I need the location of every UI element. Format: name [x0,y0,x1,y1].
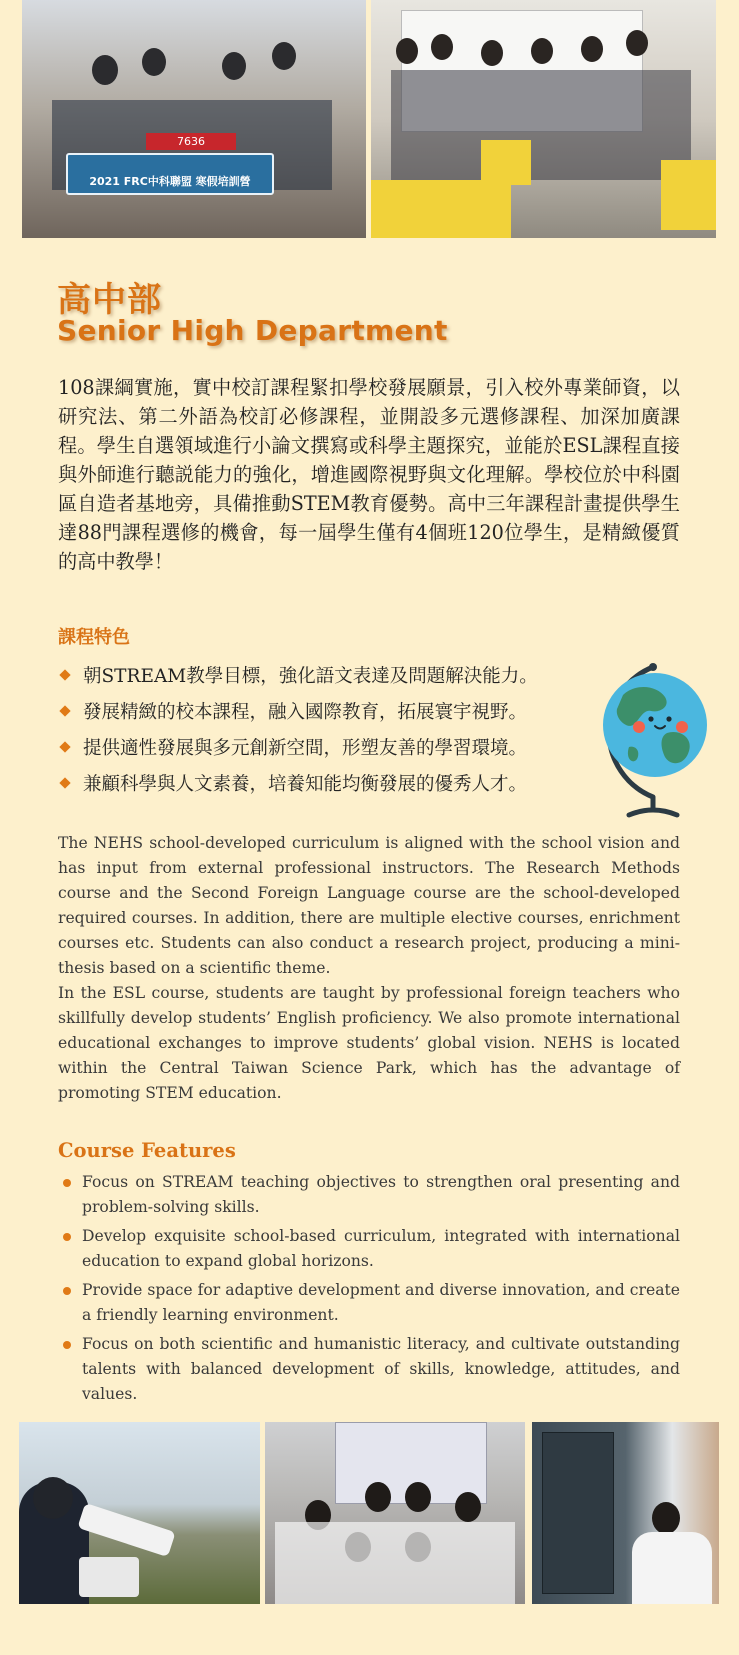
page-title-zh: 高中部 [57,280,162,320]
feature-en-text: Focus on both scientific and humanistic literacy, and cultivate outstanding talents with balanced development of skills, knowledge, attitudes, and values. [82,1335,680,1403]
telescope-photo [19,1422,260,1604]
features-zh-list [58,657,538,801]
intro-en-paragraph: The NEHS school-developed curriculum is aligned with the school vision and has input from external professional instructors. The Research Methods course and the Second Foreign Language course are the school-developed required courses. In addition, there are multiple elective courses, enrichment courses etc. Students can also conduct a research project, producing a mini-thesis based on a scientific theme. [58,834,680,977]
features-en-heading: Course Features [58,1139,236,1162]
list-item [58,1224,680,1274]
diamond-bullet-icon [59,777,70,788]
list-item [58,729,538,765]
lab-board-photo [532,1422,719,1604]
page-title-en: Senior High Department [57,314,448,347]
list-item [58,657,538,693]
feature-zh-text: 提供適性發展與多元創新空間，形塑友善的學習環境。 [83,738,528,759]
list-item [58,693,538,729]
diamond-bullet-icon [59,741,70,752]
feature-en-text: Provide space for adaptive development and diverse innovation, and create a friendly learning environment. [82,1281,680,1324]
intro-en-text [58,831,680,1106]
list-item [58,765,538,801]
feature-en-text: Develop exquisite school-based curriculum, integrated with international education to expand global horizons. [82,1227,680,1270]
diamond-bullet-icon [59,705,70,716]
feature-en-text: Focus on STREAM teaching objectives to strengthen oral presenting and problem-solving skills. [82,1173,680,1216]
features-en-list [58,1170,680,1411]
features-zh-heading: 課程特色 [58,627,130,648]
feature-zh-text: 兼顧科學與人文素養，培養知能均衡發展的優秀人才。 [83,774,528,795]
dot-bullet-icon [63,1287,71,1295]
globe-illustration-icon [585,655,715,820]
event-banner: 2021 FRC中科聯盟 寒假培訓營 [66,153,274,195]
robot-number-label: 7636 [146,133,236,150]
feature-zh-text: 發展精緻的校本課程，融入國際教育，拓展寰宇視野。 [83,702,528,723]
intro-zh-paragraph: 108課綱實施，實中校訂課程緊扣學校發展願景，引入校外專業師資，以研究法、第二外語為校訂必修課程，並開設多元選修課程、加深加廣課程。學生自選領域進行小論文撰寫或科學主題探究，並能於ESL課程直接與外師進行聽説能力的強化，增進國際視野與文化理解。學校位於中科園區自造者基地旁，具備推動STEM教育優勢。高中三年課程計畫提供學生達88門課程選修的機會，每一屆學生僅有4個班120位學生，是精緻優質的高中教學！ [58,376,680,573]
intro-en-paragraph: In the ESL course, students are taught by professional foreign teachers who skillfully develop students’ English proficiency. We also promote international educational exchanges to improve students’ global vision. NEHS is located within the Central Taiwan Science Park, which has the advantage of promoting STEM education. [58,984,680,1102]
list-item [58,1278,680,1328]
dot-bullet-icon [63,1341,71,1349]
students-group-photo [371,0,716,238]
poster-presentation-photo [265,1422,525,1604]
list-item [58,1332,680,1407]
dot-bullet-icon [63,1233,71,1241]
list-item [58,1170,680,1220]
robotics-team-photo [22,0,366,238]
dot-bullet-icon [63,1179,71,1187]
diamond-bullet-icon [59,669,70,680]
feature-zh-text: 朝STREAM教學目標，強化語文表達及問題解決能力。 [83,666,538,687]
